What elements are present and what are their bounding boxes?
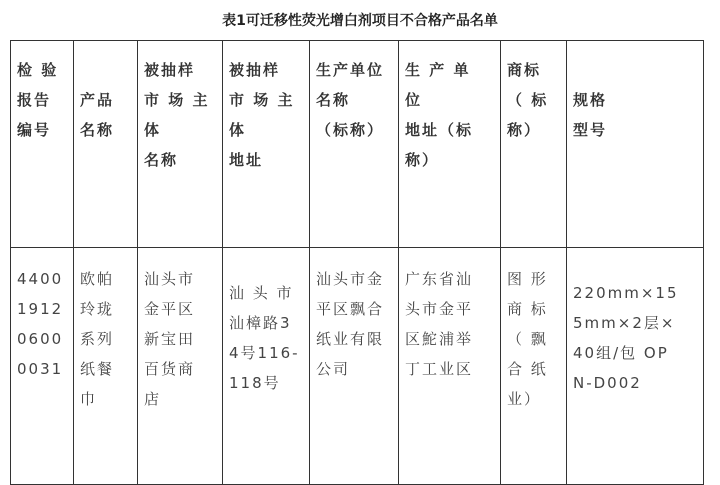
header-specification: 规格 型号 (567, 41, 704, 248)
header-manufacturer-name: 生产单位 名称 （标称） (310, 41, 399, 248)
cell-sampled-entity-address: 汕 头 市 汕樟路3 4号116- 118号 (223, 248, 310, 485)
table-title: 表1可迁移性荧光增白剂项目不合格产品名单 (222, 13, 498, 29)
table-row (11, 248, 704, 485)
cell-product-name: 欧帕 玲珑 系列 纸餐 巾 (74, 248, 138, 485)
header-sampled-entity-name: 被抽样 市 场 主 体 名称 (138, 41, 223, 248)
header-report-number: 检 验 报告 编号 (11, 41, 74, 248)
cell-trademark: 图 形 商 标 （ 飘 合 纸 业） (501, 248, 567, 485)
header-trademark: 商标 （ 标 称） (501, 41, 567, 248)
cell-sampled-entity-name: 汕头市 金平区 新宝田 百货商 店 (138, 248, 223, 485)
header-sampled-entity-address: 被抽样 市 场 主 体 地址 (223, 41, 310, 248)
cell-specification: 220mm×15 5mm×2层× 40组/包 OP N-D002 (567, 248, 704, 485)
cell-manufacturer-address: 广东省汕 头市金平 区鮀浦举 丁工业区 (399, 248, 501, 485)
cell-manufacturer-name: 汕头市金 平区飘合 纸业有限 公司 (310, 248, 399, 485)
header-manufacturer-address: 生 产 单 位 地址（标 称） (399, 41, 501, 248)
header-row (11, 41, 704, 248)
header-product-name: 产品 名称 (74, 41, 138, 248)
cell-report-number: 4400 1912 0600 0031 (11, 248, 74, 485)
nonconforming-products-table (10, 40, 704, 485)
